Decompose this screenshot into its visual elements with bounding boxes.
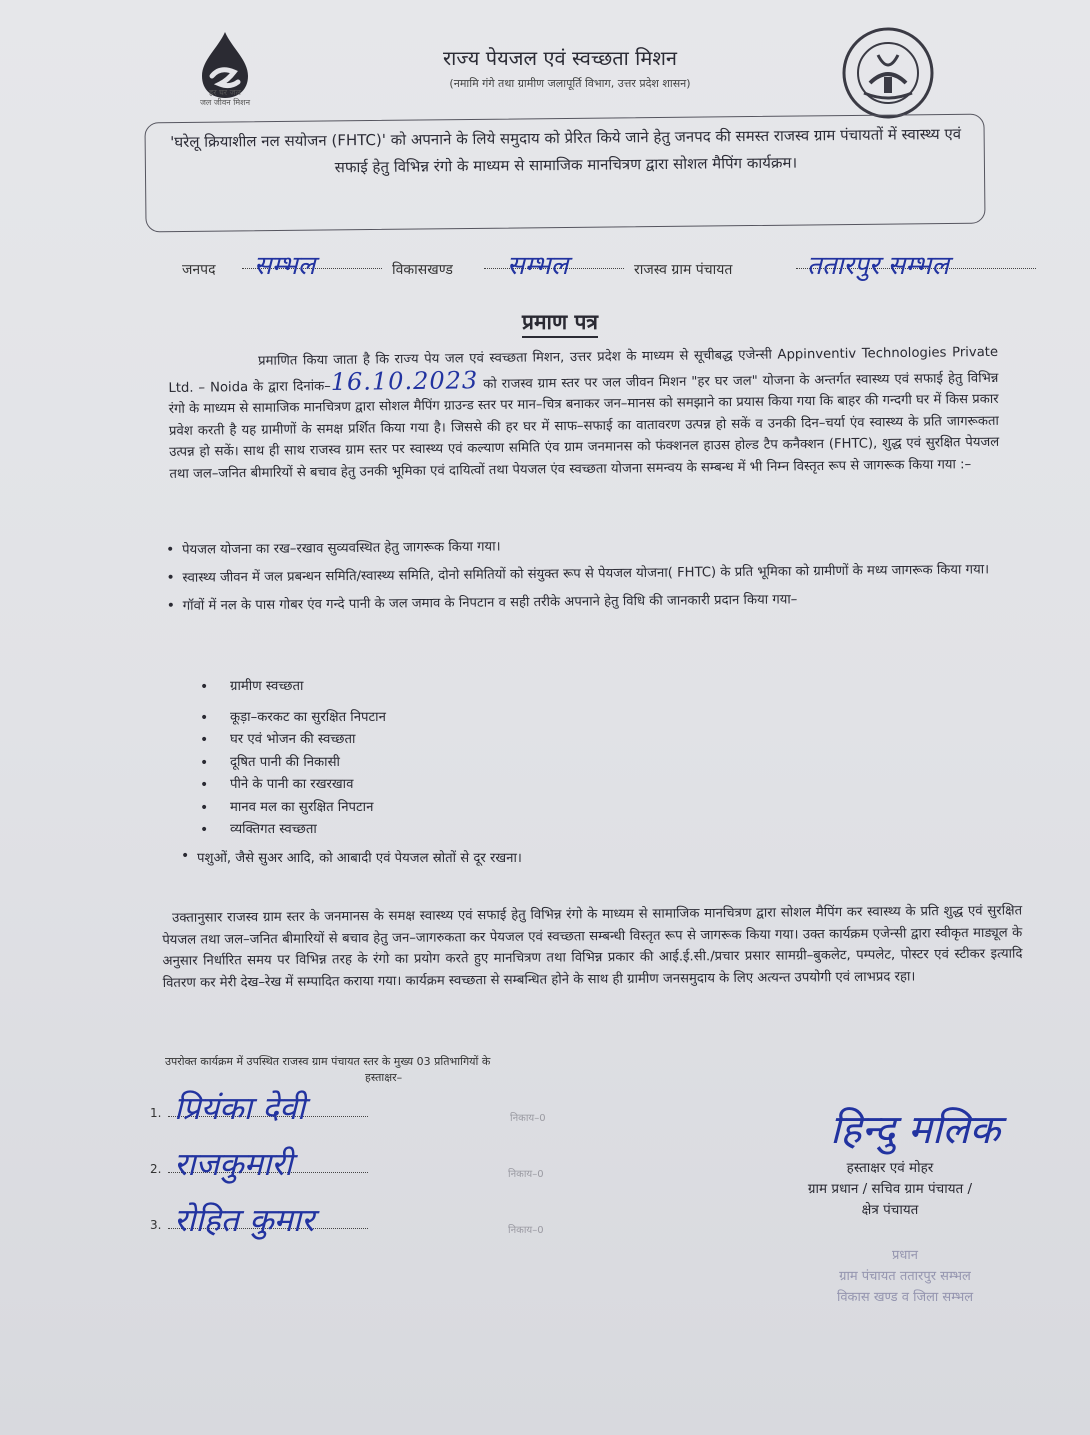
header-subtitle: (नमामि गंगे तथा ग्रामीण जलापूर्ति विभाग, उत्तर प्रदेश शासन) bbox=[449, 77, 691, 90]
list-item: • पीने के पानी का रखरखाव bbox=[200, 774, 600, 797]
certificate-paragraph-2: उक्तानुसार राजस्व ग्राम स्तर के जनमानस के समक्ष स्वास्थ्य एवं सफाई हेतु विभिन्न रंगो के माध्यम से सामाजिक मानचित्रण द्वारा सोशल मैपिंग कर स्वास्थ्य के प्रति शुद्ध एवं सुरक्षित पेयजल तथा जल–जनित बीमारियों से बचाव हेतु जन–जागरुकता कर पेयजल एवं स्वच्छता सम्बन्धी विस्तृत रूप से जागरूक किया गया। उक्त कार्यक्रम एजेन्सी द्वारा स्वीकृत माड्यूल के अनुसार निर्धारित समय पर विभिन्न तरह के रंगो का प्रयोग करते हुए मानचित्रण तथा विभिन्न प्रकार की आई.ई.सी./प्रचार प्रसार सामग्री–बुकलेट, पम्पलेट, पोस्टर एवं स्टीकर इत्यादि वितरण कर मेरी देख–रेख में सम्पादित कराया गया। कार्यक्रम स्वच्छता से सम्बन्धित होने के साथ ही ग्रामीण जनसमुदाय के लिए अत्यन्त उपयोगी एवं लाभप्रद रहा। bbox=[162, 903, 1023, 991]
list-item: • पशुओं, जैसे सुअर आदि, को आबादी एवं पेयजल स्रोतों से दूर रखना। bbox=[185, 848, 785, 866]
list-item: • व्यक्तिगत स्वच्छता bbox=[200, 819, 600, 842]
district-value: सम्भल bbox=[254, 251, 316, 281]
district-label: जनपद bbox=[182, 262, 216, 278]
block-label: विकासखण्ड bbox=[392, 262, 453, 278]
logo-caption: हर घर जल जल जीवन मिशन bbox=[199, 88, 251, 107]
panchayat-value: ततारपुर सम्भल bbox=[807, 251, 949, 281]
list-item: • मानव मल का सुरक्षित निपटान bbox=[200, 797, 600, 820]
certificate-page: हर घर जल जल जीवन मिशन राज्य पेयजल एवं स्वच्छता मिशन (नमामि गंगे तथा ग्रामीण जलापूर्ति विभाग, उत्तर प्रदेश शासन) 'घरेलू क्रियाशील नल सयोजन (FHTC)' को अपनाने के लिये समुदाय को प्रेरित किये जाने हेतु जनपद की समस्त राजस्व ग्राम पंचायतों में स्वास्थ्य एवं सफाई हेतु विभिन्न रंगो के माध्यम से सामाजिक मानचित्रण द्वारा सोशल मैपिंग कार्यक्रम। जनपद सम्भल विकासखण्ड सम्भल राजस्व ग्राम पंचायत ततारपुर सम्भल प्रमाण पत्र प्रमाणित किया जाता है कि राज्य पेय जल एवं स्वच्छता मिशन, उत्तर प्रदेश के माध्यम से सूचीबद्ध एजेन्सी Appinventiv Technologies Private Ltd. – Noida के द्वारा दिनांक–16.10.2023 को राजस्व ग्राम स्तर पर जल जीवन मिशन "हर घर जल" योजना के अन्तर्गत स्वास्थ्य एवं सफाई हेतु विभिन्न रंगो के माध्यम से सामाजिक मानचित्रण द्वारा सोशल मैपिंग ग्राउन्ड स्तर पर मान–चित्र बनाकर जन–मानस को समझाने का प्रयास किया गया कि बाहर की गन्दगी घर में किस प्रकार प्रवेश करती है यह ग्रामीणों के समक्ष प्रर्शित किया गया है। जिससे की हर घर में साफ–सफाई का वातावरण उत्पन्न हो सकें व उनकी दिन–चर्या एंव स्वास्थ्य के प्रति जागरूकता उत्पन्न हो सकें। साथ ही साथ राजस्व ग्राम स्तर पर स्वास्थ्य एवं कल्याण समिति एंव ग्राम जनमानस को फंक्शनल हाउस होल्ड टैप कनैक्शन (FHTC), शुद्ध एवं सुरक्षित पेयजल तथा जल–जनित बीमारियों से बचाव हेतु उनकी भूमिका एवं दायित्वों तथा पेयजल एंव स्वच्छता योजना समन्वय के सम्बन्ध में भी निम्न विस्तृत रूप से जागरूक किया गया :– • पेयजल योजना का रख–रखाव सुव्यवस्थित हेतु जागरूक किया गया। • स्वास्थ्य जीवन में जल प्रबन्धन समिति/स्वास्थ्य समिति, दोनो समितियों को संयुक्त रूप से पेयजल योजना( FHTC) के प्रति भूमिका को ग्रामीणों के मध्य जागरूक किया गया। • गॉवों में नल के पास गोबर एंव गन्दे पानी के जल जमाव के निपटान व सही तरीके अपनाने हेतु विधि की जानकारी प्रदान किया गया– • ग्रामीण स्वच्छता • कूड़ा–करकट का सुरक्षित निपटान • घर एवं भोजन की स्वच्छता • दूषित पानी की निकासी • पीने के पानी का रखरखाव • मानव मल का सुरक्षित निपटान • व्यक्तिगत स्वच्छता • पशुओं, जैसे सुअर आदि, को आबादी एवं पेयजल स्रोतों से दूर रखना। उक्तानुसार राजस्व ग्राम स्तर के जनमानस के समक्ष स्वास्थ्य एवं सफाई हेतु विभिन्न रंगो के माध्यम से सामाजिक मानचित्रण द्वारा सोशल मैपिंग कर स्वास्थ्य के प्रति शुद्ध एवं सुरक्षित पेयजल तथा जल–जनित बीमारियों से बचाव हेतु जन–जागरुकता कर पेयजल एवं स्वच्छता सम्बन्धी विस्तृत रूप से जागरूक किया गया। उक्त कार्यक्रम एजेन्सी द्वारा स्वीकृत माड्यूल के अनुसार निर्धारित समय पर विभिन्न तरह के रंगो का प्रयोग करते हुए मानचित्रण तथा विभिन्न प्रकार की आई.ई.सी./प्रचार प्रसार सामग्री–बुकलेट, पम्पलेट, पोस्टर एवं स्टीकर इत्यादि वितरण कर मेरी देख–रेख में सम्पादित कराया गया। कार्यक्रम स्वच्छता से सम्बन्धित होने के साथ ही ग्रामीण जनसमुदाय के लिए अत्यन्त उपयोगी एवं लाभप्रद रहा। उपरोक्त कार्यक्रम में उपस्थित राजस्व ग्राम पंचायत स्तर के मुख्य 03 प्रतिभागियों के हस्ताक्षर– 1. प्रियंका देवी निकाय–0 2. राजकुमारी निकाय–0 3. रोहित कुमार निकाय–0 हिन्दु मलिक हस्ताक्षर एवं मोहर ग्राम प्रधान / सचिव ग्राम पंचायत / क्षेत्र पंचायत प्रधान ग्राम पंचायत ततारपुर सम्भल विकास खण्ड व जिला सम्भल bbox=[0, 0, 1090, 1435]
block-value: सम्भल bbox=[507, 251, 569, 281]
certificate-title: प्रमाण पत्र bbox=[440, 308, 680, 336]
panchayat-label: राजस्व ग्राम पंचायत bbox=[634, 262, 733, 278]
list-item: • पेयजल योजना का रख–रखाव सुव्यवस्थित हेतु जागरूक किया गया। bbox=[162, 531, 1042, 562]
list-item: • घर एवं भोजन की स्वच्छता bbox=[200, 729, 600, 752]
awareness-bullets bbox=[162, 531, 1043, 624]
official-stamp: प्रधान ग्राम पंचायत ततारपुर सम्भल विकास खण्ड व जिला सम्भल bbox=[836, 1248, 974, 1305]
participant-signature-2: 2. राजकुमारी bbox=[150, 1142, 450, 1186]
pradhan-signature: हिन्दु मलिक bbox=[830, 1107, 1001, 1153]
list-item: • गॉवों में नल के पास गोबर एंव गन्दे पानी के जल जमाव के निपटान व सही तरीके अपनाने हेतु विधि की जानकारी प्रदान किया गया– bbox=[163, 587, 1043, 618]
participants-note: उपरोक्त कार्यक्रम में उपस्थित राजस्व ग्राम पंचायत स्तर के मुख्य 03 प्रतिभागियों के हस्ताक्षर– bbox=[165, 1055, 491, 1084]
participant-signature-3: 3. रोहित कुमार bbox=[150, 1198, 450, 1242]
list-item: • दूषित पानी की निकासी bbox=[200, 752, 600, 775]
list-item: • कूड़ा–करकट का सुरक्षित निपटान bbox=[200, 707, 600, 730]
certificate-paragraph-1: प्रमाणित किया जाता है कि राज्य पेय जल एवं स्वच्छता मिशन, उत्तर प्रदेश के माध्यम से सूचीबद्ध एजेन्सी Appinventiv Technologies Private Ltd. – Noida के द्वारा दिनांक–16.10.2023 को राजस्व ग्राम स्तर पर जल जीवन मिशन "हर घर जल" योजना के अन्तर्गत स्वास्थ्य एवं सफाई हेतु विभिन्न रंगो के माध्यम से सामाजिक मानचित्रण द्वारा सोशल मैपिंग ग्राउन्ड स्तर पर मान–चित्र बनाकर जन–मानस को समझाने का प्रयास किया गया कि बाहर की गन्दगी घर में किस प्रकार प्रवेश करती है यह ग्रामीणों के समक्ष प्रर्शित किया गया है। जिससे की हर घर में साफ–सफाई का वातावरण उत्पन्न हो सकें व उनकी दिन–चर्या एंव स्वास्थ्य के प्रति जागरूकता उत्पन्न हो सकें। साथ ही साथ राजस्व ग्राम स्तर पर स्वास्थ्य एवं कल्याण समिति एंव ग्राम जनमानस को फंक्शनल हाउस होल्ड टैप कनैक्शन (FHTC), शुद्ध एवं सुरक्षित पेयजल तथा जल–जनित बीमारियों से बचाव हेतु उनकी भूमिका एवं दायित्वों तथा पेयजल एंव स्वच्छता योजना समन्वय के सम्बन्ध में भी निम्न विस्तृत रूप से जागरूक किया गया :– bbox=[168, 344, 1000, 482]
uttar-pradesh-government-seal-icon bbox=[840, 25, 936, 121]
banner-text: 'घरेलू क्रियाशील नल सयोजन (FHTC)' को अपनाने के लिये समुदाय को प्रेरित किये जाने हेतु जनपद की समस्त राजस्व ग्राम पंचायतों में स्वास्थ्य एवं सफाई हेतु विभिन्न रंगो के माध्यम से सामाजिक मानचित्रण द्वारा सोशल मैपिंग कार्यक्रम। bbox=[170, 124, 962, 177]
header-title: राज्य पेयजल एवं स्वच्छता मिशन bbox=[442, 46, 678, 70]
list-item: • ग्रामीण स्वच्छता bbox=[200, 676, 600, 699]
location-fields bbox=[182, 246, 1052, 286]
sanitation-topics bbox=[200, 676, 600, 842]
participant-signature-1: 1. प्रियंका देवी bbox=[150, 1086, 450, 1130]
program-date: 16.10.2023 bbox=[330, 365, 479, 396]
pradhan-designation: हस्ताक्षर एवं मोहर ग्राम प्रधान / सचिव ग्राम पंचायत / क्षेत्र पंचायत bbox=[807, 1160, 973, 1218]
list-item: • स्वास्थ्य जीवन में जल प्रबन्धन समिति/स्वास्थ्य समिति, दोनो समितियों को संयुक्त रूप से पेयजल योजना( FHTC) के प्रति भूमिका को ग्रामीणों के मध्य जागरूक किया गया। bbox=[162, 559, 1042, 590]
program-banner bbox=[144, 114, 985, 233]
